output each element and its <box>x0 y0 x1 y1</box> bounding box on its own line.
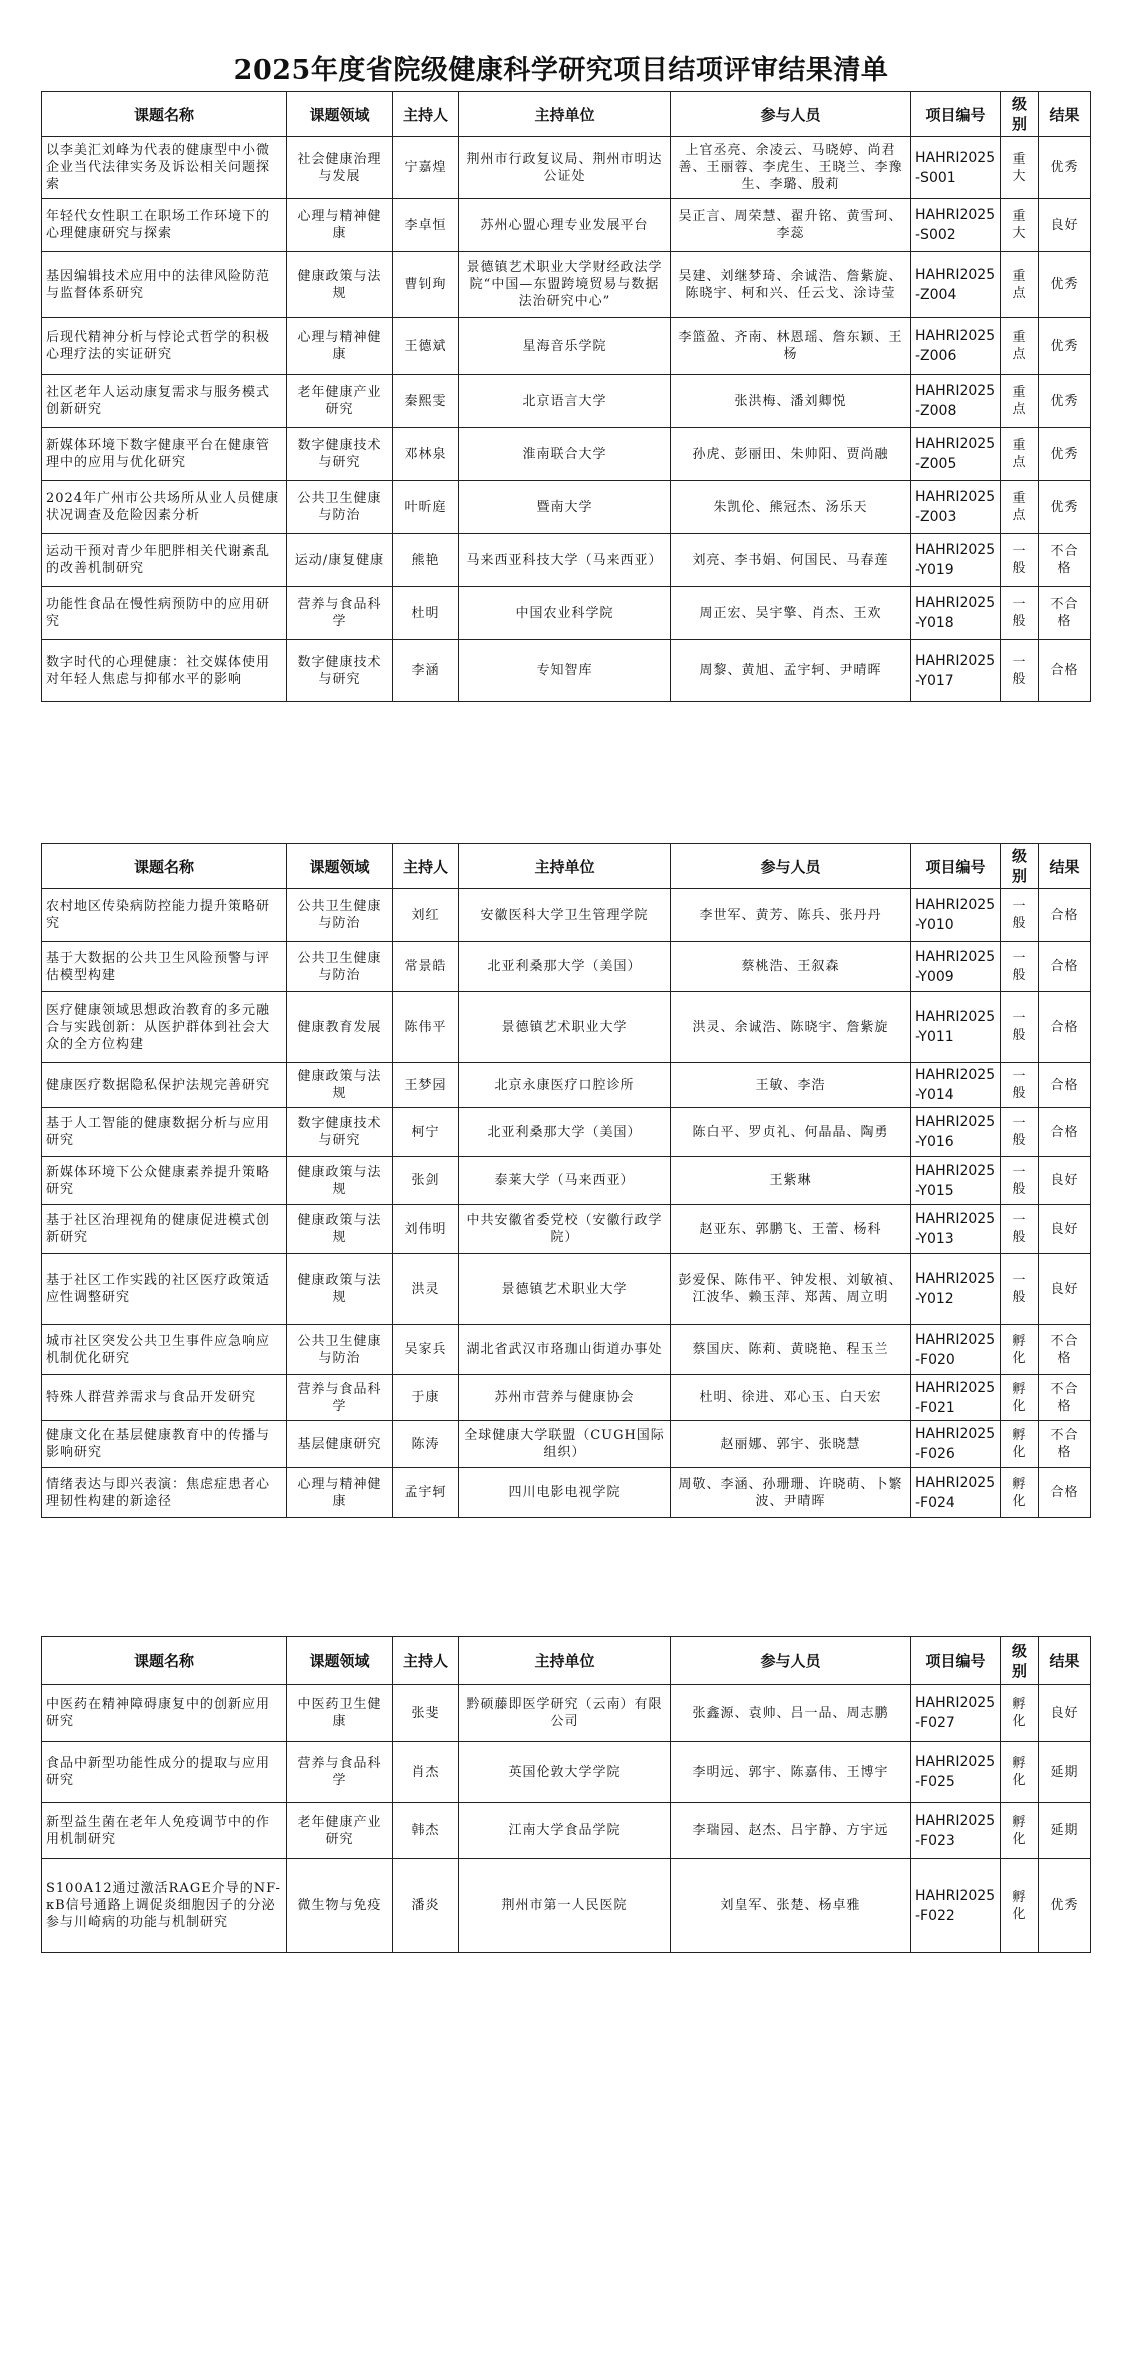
field-cell: 健康政策与法规 <box>287 252 393 318</box>
topic-cell: 后现代精神分析与悖论式哲学的积极心理疗法的实证研究 <box>42 318 287 375</box>
project-code-cell: HAHRI2025-Z004 <box>911 252 1001 318</box>
result-cell: 合格 <box>1039 640 1091 702</box>
host-cell: 杜明 <box>393 587 459 640</box>
result-cell: 合格 <box>1039 1063 1091 1108</box>
project-code-cell: HAHRI2025-Y019 <box>911 534 1001 587</box>
field-cell: 基层健康研究 <box>287 1421 393 1468</box>
result-cell: 不合格 <box>1039 534 1091 587</box>
field-cell: 公共卫生健康与防治 <box>287 889 393 942</box>
topic-cell: 基于人工智能的健康数据分析与应用研究 <box>42 1108 287 1157</box>
unit-cell: 荆州市行政复议局、荆州市明达公证处 <box>459 137 671 199</box>
project-code-cell: HAHRI2025-Z005 <box>911 428 1001 481</box>
members-cell: 周敬、李涵、孙珊珊、许晓萌、卜繁波、尹晴晖 <box>671 1468 911 1518</box>
topic-cell: 农村地区传染病防控能力提升策略研究 <box>42 889 287 942</box>
unit-cell: 泰莱大学（马来西亚） <box>459 1157 671 1205</box>
result-cell: 合格 <box>1039 992 1091 1063</box>
header-members: 参与人员 <box>671 844 911 889</box>
field-cell: 健康政策与法规 <box>287 1157 393 1205</box>
project-code-cell: HAHRI2025-S002 <box>911 199 1001 252</box>
header-topic: 课题名称 <box>42 844 287 889</box>
host-cell: 王德斌 <box>393 318 459 375</box>
result-cell: 良好 <box>1039 1254 1091 1325</box>
project-code-cell: HAHRI2025-F022 <box>911 1859 1001 1953</box>
project-code-cell: HAHRI2025-Y013 <box>911 1205 1001 1254</box>
table-row <box>42 1205 1091 1254</box>
unit-cell: 安徽医科大学卫生管理学院 <box>459 889 671 942</box>
members-cell: 周黎、黄旭、孟宇轲、尹晴晖 <box>671 640 911 702</box>
host-cell: 吴家兵 <box>393 1325 459 1375</box>
host-cell: 李涵 <box>393 640 459 702</box>
result-cell: 延期 <box>1039 1803 1091 1859</box>
project-code-cell: HAHRI2025-S001 <box>911 137 1001 199</box>
topic-cell: 新型益生菌在老年人免疫调节中的作用机制研究 <box>42 1803 287 1859</box>
table-row <box>42 1108 1091 1157</box>
unit-cell: 北亚利桑那大学（美国） <box>459 942 671 992</box>
results-table-2 <box>41 843 1091 1518</box>
project-code-cell: HAHRI2025-F020 <box>911 1325 1001 1375</box>
header-result: 结果 <box>1039 844 1091 889</box>
members-cell: 杜明、徐进、邓心玉、白天宏 <box>671 1375 911 1421</box>
field-cell: 健康政策与法规 <box>287 1205 393 1254</box>
table-row <box>42 1859 1091 1953</box>
topic-cell: S100A12通过激活RAGE介导的NF-κB信号通路上调促炎细胞因子的分泌参与川崎病的功能与机制研究 <box>42 1859 287 1953</box>
unit-cell: 专知智库 <box>459 640 671 702</box>
unit-cell: 马来西亚科技大学（马来西亚） <box>459 534 671 587</box>
field-cell: 心理与精神健康 <box>287 1468 393 1518</box>
table-row <box>42 428 1091 481</box>
members-cell: 李明远、郭宇、陈嘉伟、王博宇 <box>671 1742 911 1803</box>
header-project-code: 项目编号 <box>911 1637 1001 1685</box>
result-cell: 良好 <box>1039 199 1091 252</box>
level-cell: 孵化 <box>1001 1742 1039 1803</box>
result-cell: 合格 <box>1039 1108 1091 1157</box>
members-cell: 张洪梅、潘刘卿悦 <box>671 375 911 428</box>
result-cell: 优秀 <box>1039 375 1091 428</box>
level-cell: 一般 <box>1001 889 1039 942</box>
members-cell: 赵丽娜、郭宇、张晓慧 <box>671 1421 911 1468</box>
result-cell: 不合格 <box>1039 1325 1091 1375</box>
page-title: 2025年度省院级健康科学研究项目结项评审结果清单 <box>233 55 889 86</box>
table-row <box>42 889 1091 942</box>
field-cell: 公共卫生健康与防治 <box>287 942 393 992</box>
unit-cell: 北京语言大学 <box>459 375 671 428</box>
host-cell: 柯宁 <box>393 1108 459 1157</box>
header-members: 参与人员 <box>671 92 911 137</box>
field-cell: 心理与精神健康 <box>287 199 393 252</box>
project-code-cell: HAHRI2025-Z006 <box>911 318 1001 375</box>
members-cell: 王紫琳 <box>671 1157 911 1205</box>
header-unit: 主持单位 <box>459 1637 671 1685</box>
field-cell: 老年健康产业研究 <box>287 1803 393 1859</box>
members-cell: 刘皇军、张楚、杨卓雅 <box>671 1859 911 1953</box>
topic-cell: 社区老年人运动康复需求与服务模式创新研究 <box>42 375 287 428</box>
field-cell: 老年健康产业研究 <box>287 375 393 428</box>
topic-cell: 基于社区工作实践的社区医疗政策适应性调整研究 <box>42 1254 287 1325</box>
members-cell: 张鑫源、袁帅、吕一品、周志鹏 <box>671 1685 911 1742</box>
level-cell: 一般 <box>1001 534 1039 587</box>
project-code-cell: HAHRI2025-Y011 <box>911 992 1001 1063</box>
result-cell: 不合格 <box>1039 1375 1091 1421</box>
topic-cell: 功能性食品在慢性病预防中的应用研究 <box>42 587 287 640</box>
project-code-cell: HAHRI2025-Y016 <box>911 1108 1001 1157</box>
host-cell: 张剑 <box>393 1157 459 1205</box>
topic-cell: 新媒体环境下公众健康素养提升策略研究 <box>42 1157 287 1205</box>
level-cell: 重点 <box>1001 252 1039 318</box>
header-level: 级别 <box>1001 844 1039 889</box>
header-level: 级别 <box>1001 1637 1039 1685</box>
header-result: 结果 <box>1039 92 1091 137</box>
host-cell: 李卓恒 <box>393 199 459 252</box>
table-row <box>42 318 1091 375</box>
topic-cell: 城市社区突发公共卫生事件应急响应机制优化研究 <box>42 1325 287 1375</box>
header-level: 级别 <box>1001 92 1039 137</box>
level-cell: 一般 <box>1001 1063 1039 1108</box>
members-cell: 赵亚东、郭鹏飞、王蕾、杨科 <box>671 1205 911 1254</box>
result-cell: 优秀 <box>1039 428 1091 481</box>
topic-cell: 健康文化在基层健康教育中的传播与影响研究 <box>42 1421 287 1468</box>
host-cell: 陈伟平 <box>393 992 459 1063</box>
table-row <box>42 1742 1091 1803</box>
project-code-cell: HAHRI2025-F025 <box>911 1742 1001 1803</box>
members-cell: 王敏、李浩 <box>671 1063 911 1108</box>
level-cell: 重点 <box>1001 375 1039 428</box>
unit-cell: 北京永康医疗口腔诊所 <box>459 1063 671 1108</box>
project-code-cell: HAHRI2025-Y017 <box>911 640 1001 702</box>
level-cell: 一般 <box>1001 587 1039 640</box>
unit-cell: 星海音乐学院 <box>459 318 671 375</box>
field-cell: 健康政策与法规 <box>287 1063 393 1108</box>
table-header-row <box>42 844 1091 889</box>
topic-cell: 健康医疗数据隐私保护法规完善研究 <box>42 1063 287 1108</box>
level-cell: 一般 <box>1001 640 1039 702</box>
level-cell: 孵化 <box>1001 1859 1039 1953</box>
project-code-cell: HAHRI2025-Y014 <box>911 1063 1001 1108</box>
project-code-cell: HAHRI2025-Y012 <box>911 1254 1001 1325</box>
topic-cell: 中医药在精神障碍康复中的创新应用研究 <box>42 1685 287 1742</box>
table-row <box>42 481 1091 534</box>
header-result: 结果 <box>1039 1637 1091 1685</box>
level-cell: 重点 <box>1001 481 1039 534</box>
unit-cell: 景德镇艺术职业大学 <box>459 1254 671 1325</box>
header-field: 课题领域 <box>287 844 393 889</box>
result-cell: 良好 <box>1039 1205 1091 1254</box>
table-row <box>42 375 1091 428</box>
unit-cell: 苏州心盟心理专业发展平台 <box>459 199 671 252</box>
result-cell: 不合格 <box>1039 587 1091 640</box>
unit-cell: 景德镇艺术职业大学 <box>459 992 671 1063</box>
members-cell: 李世军、黄芳、陈兵、张丹丹 <box>671 889 911 942</box>
results-table-1 <box>41 91 1091 702</box>
field-cell: 营养与食品科学 <box>287 1375 393 1421</box>
topic-cell: 特殊人群营养需求与食品开发研究 <box>42 1375 287 1421</box>
result-cell: 不合格 <box>1039 1421 1091 1468</box>
project-code-cell: HAHRI2025-F021 <box>911 1375 1001 1421</box>
members-cell: 孙虎、彭丽田、朱帅阳、贾尚融 <box>671 428 911 481</box>
field-cell: 营养与食品科学 <box>287 587 393 640</box>
members-cell: 彭爱保、陈伟平、钟发根、刘敏禎、江波华、赖玉萍、郑茜、周立明 <box>671 1254 911 1325</box>
topic-cell: 新媒体环境下数字健康平台在健康管理中的应用与优化研究 <box>42 428 287 481</box>
unit-cell: 苏州市营养与健康协会 <box>459 1375 671 1421</box>
header-unit: 主持单位 <box>459 92 671 137</box>
table-row <box>42 534 1091 587</box>
project-code-cell: HAHRI2025-Y015 <box>911 1157 1001 1205</box>
table-row <box>42 1063 1091 1108</box>
table-row <box>42 252 1091 318</box>
unit-cell: 淮南联合大学 <box>459 428 671 481</box>
level-cell: 一般 <box>1001 942 1039 992</box>
members-cell: 洪灵、余诚浩、陈晓宇、詹紫旋 <box>671 992 911 1063</box>
table-header-row <box>42 92 1091 137</box>
host-cell: 秦熙雯 <box>393 375 459 428</box>
level-cell: 孵化 <box>1001 1685 1039 1742</box>
header-unit: 主持单位 <box>459 844 671 889</box>
result-cell: 优秀 <box>1039 481 1091 534</box>
topic-cell: 以李美汇刘峰为代表的健康型中小微企业当代法律实务及诉讼相关问题探索 <box>42 137 287 199</box>
result-cell: 合格 <box>1039 1468 1091 1518</box>
host-cell: 曹钊珣 <box>393 252 459 318</box>
table-row <box>42 1157 1091 1205</box>
level-cell: 孵化 <box>1001 1468 1039 1518</box>
result-cell: 优秀 <box>1039 137 1091 199</box>
host-cell: 于康 <box>393 1375 459 1421</box>
level-cell: 一般 <box>1001 1157 1039 1205</box>
unit-cell: 湖北省武汉市珞珈山街道办事处 <box>459 1325 671 1375</box>
table-row <box>42 199 1091 252</box>
field-cell: 数字健康技术与研究 <box>287 640 393 702</box>
unit-cell: 北亚利桑那大学（美国） <box>459 1108 671 1157</box>
host-cell: 刘伟明 <box>393 1205 459 1254</box>
table-row <box>42 1468 1091 1518</box>
topic-cell: 数字时代的心理健康：社交媒体使用对年轻人焦虑与抑郁水平的影响 <box>42 640 287 702</box>
level-cell: 孵化 <box>1001 1421 1039 1468</box>
result-cell: 合格 <box>1039 889 1091 942</box>
level-cell: 重大 <box>1001 137 1039 199</box>
topic-cell: 情绪表达与即兴表演：焦虑症患者心理韧性构建的新途径 <box>42 1468 287 1518</box>
project-code-cell: HAHRI2025-Y009 <box>911 942 1001 992</box>
unit-cell: 暨南大学 <box>459 481 671 534</box>
table-header-row <box>42 1637 1091 1685</box>
table-row <box>42 137 1091 199</box>
topic-cell: 基于社区治理视角的健康促进模式创新研究 <box>42 1205 287 1254</box>
host-cell: 叶昕庭 <box>393 481 459 534</box>
unit-cell: 全球健康大学联盟（CUGH国际组织） <box>459 1421 671 1468</box>
topic-cell: 年轻代女性职工在职场工作环境下的心理健康研究与探索 <box>42 199 287 252</box>
unit-cell: 景德镇艺术职业大学财经政法学院“中国—东盟跨境贸易与数据法治研究中心” <box>459 252 671 318</box>
level-cell: 重大 <box>1001 199 1039 252</box>
members-cell: 朱凯伦、熊冠杰、汤乐天 <box>671 481 911 534</box>
results-table-3 <box>41 1636 1091 1953</box>
host-cell: 孟宇轲 <box>393 1468 459 1518</box>
project-code-cell: HAHRI2025-Y018 <box>911 587 1001 640</box>
table-row <box>42 1375 1091 1421</box>
members-cell: 李瑞园、赵杰、吕宇静、方宇远 <box>671 1803 911 1859</box>
header-topic: 课题名称 <box>42 92 287 137</box>
table-row <box>42 1325 1091 1375</box>
header-members: 参与人员 <box>671 1637 911 1685</box>
project-code-cell: HAHRI2025-F027 <box>911 1685 1001 1742</box>
host-cell: 张斐 <box>393 1685 459 1742</box>
topic-cell: 食品中新型功能性成分的提取与应用研究 <box>42 1742 287 1803</box>
topic-cell: 运动干预对青少年肥胖相关代谢紊乱的改善机制研究 <box>42 534 287 587</box>
field-cell: 数字健康技术与研究 <box>287 428 393 481</box>
result-cell: 优秀 <box>1039 318 1091 375</box>
host-cell: 刘红 <box>393 889 459 942</box>
host-cell: 常景皓 <box>393 942 459 992</box>
header-field: 课题领域 <box>287 92 393 137</box>
project-code-cell: HAHRI2025-Z003 <box>911 481 1001 534</box>
host-cell: 韩杰 <box>393 1803 459 1859</box>
table-row <box>42 1421 1091 1468</box>
field-cell: 运动/康复健康 <box>287 534 393 587</box>
header-project-code: 项目编号 <box>911 844 1001 889</box>
project-code-cell: HAHRI2025-F024 <box>911 1468 1001 1518</box>
table-row <box>42 1685 1091 1742</box>
table-row <box>42 1254 1091 1325</box>
unit-cell: 四川电影电视学院 <box>459 1468 671 1518</box>
level-cell: 一般 <box>1001 992 1039 1063</box>
header-project-code: 项目编号 <box>911 92 1001 137</box>
unit-cell: 中共安徽省委党校（安徽行政学院） <box>459 1205 671 1254</box>
project-code-cell: HAHRI2025-Y010 <box>911 889 1001 942</box>
host-cell: 潘炎 <box>393 1859 459 1953</box>
members-cell: 上官丞亮、余凌云、马晓婷、尚君善、王丽蓉、李虎生、王晓兰、李豫生、李璐、殷莉 <box>671 137 911 199</box>
unit-cell: 江南大学食品学院 <box>459 1803 671 1859</box>
level-cell: 一般 <box>1001 1108 1039 1157</box>
members-cell: 周正宏、吴宇擎、肖杰、王欢 <box>671 587 911 640</box>
members-cell: 蔡桃浩、王叙森 <box>671 942 911 992</box>
field-cell: 公共卫生健康与防治 <box>287 481 393 534</box>
table-row <box>42 587 1091 640</box>
header-host: 主持人 <box>393 844 459 889</box>
project-code-cell: HAHRI2025-F026 <box>911 1421 1001 1468</box>
level-cell: 孵化 <box>1001 1325 1039 1375</box>
field-cell: 数字健康技术与研究 <box>287 1108 393 1157</box>
host-cell: 洪灵 <box>393 1254 459 1325</box>
topic-cell: 2024年广州市公共场所从业人员健康状况调查及危险因素分析 <box>42 481 287 534</box>
members-cell: 李篮盈、齐南、林恩瑶、詹东颖、王杨 <box>671 318 911 375</box>
level-cell: 重点 <box>1001 318 1039 375</box>
header-field: 课题领域 <box>287 1637 393 1685</box>
field-cell: 健康政策与法规 <box>287 1254 393 1325</box>
members-cell: 吴建、刘继梦琦、余诚浩、詹紫旋、陈晓宇、柯和兴、任云戈、涂诗莹 <box>671 252 911 318</box>
field-cell: 心理与精神健康 <box>287 318 393 375</box>
members-cell: 刘亮、李书娟、何国民、马春莲 <box>671 534 911 587</box>
table-row <box>42 992 1091 1063</box>
level-cell: 孵化 <box>1001 1375 1039 1421</box>
level-cell: 一般 <box>1001 1254 1039 1325</box>
header-host: 主持人 <box>393 1637 459 1685</box>
host-cell: 熊艳 <box>393 534 459 587</box>
result-cell: 合格 <box>1039 942 1091 992</box>
level-cell: 重点 <box>1001 428 1039 481</box>
table-row <box>42 640 1091 702</box>
table-row <box>42 1803 1091 1859</box>
result-cell: 优秀 <box>1039 252 1091 318</box>
project-code-cell: HAHRI2025-F023 <box>911 1803 1001 1859</box>
header-host: 主持人 <box>393 92 459 137</box>
field-cell: 社会健康治理与发展 <box>287 137 393 199</box>
members-cell: 陈白平、罗贞礼、何晶晶、陶勇 <box>671 1108 911 1157</box>
result-cell: 延期 <box>1039 1742 1091 1803</box>
field-cell: 营养与食品科学 <box>287 1742 393 1803</box>
host-cell: 邓林泉 <box>393 428 459 481</box>
field-cell: 微生物与免疫 <box>287 1859 393 1953</box>
host-cell: 宁嘉煌 <box>393 137 459 199</box>
host-cell: 肖杰 <box>393 1742 459 1803</box>
host-cell: 王梦园 <box>393 1063 459 1108</box>
result-cell: 良好 <box>1039 1157 1091 1205</box>
unit-cell: 黔硕藤即医学研究（云南）有限公司 <box>459 1685 671 1742</box>
field-cell: 公共卫生健康与防治 <box>287 1325 393 1375</box>
topic-cell: 医疗健康领域思想政治教育的多元融合与实践创新：从医护群体到社会大众的全方位构建 <box>42 992 287 1063</box>
result-cell: 优秀 <box>1039 1859 1091 1953</box>
level-cell: 孵化 <box>1001 1803 1039 1859</box>
unit-cell: 中国农业科学院 <box>459 587 671 640</box>
unit-cell: 英国伦敦大学学院 <box>459 1742 671 1803</box>
topic-cell: 基于大数据的公共卫生风险预警与评估模型构建 <box>42 942 287 992</box>
members-cell: 蔡国庆、陈莉、黄晓艳、程玉兰 <box>671 1325 911 1375</box>
host-cell: 陈涛 <box>393 1421 459 1468</box>
result-cell: 良好 <box>1039 1685 1091 1742</box>
topic-cell: 基因编辑技术应用中的法律风险防范与监督体系研究 <box>42 252 287 318</box>
header-topic: 课题名称 <box>42 1637 287 1685</box>
table-row <box>42 942 1091 992</box>
field-cell: 健康教育发展 <box>287 992 393 1063</box>
project-code-cell: HAHRI2025-Z008 <box>911 375 1001 428</box>
members-cell: 吴正言、周荣慧、翟升铭、黄雪珂、李蕊 <box>671 199 911 252</box>
level-cell: 一般 <box>1001 1205 1039 1254</box>
unit-cell: 荆州市第一人民医院 <box>459 1859 671 1953</box>
field-cell: 中医药卫生健康 <box>287 1685 393 1742</box>
